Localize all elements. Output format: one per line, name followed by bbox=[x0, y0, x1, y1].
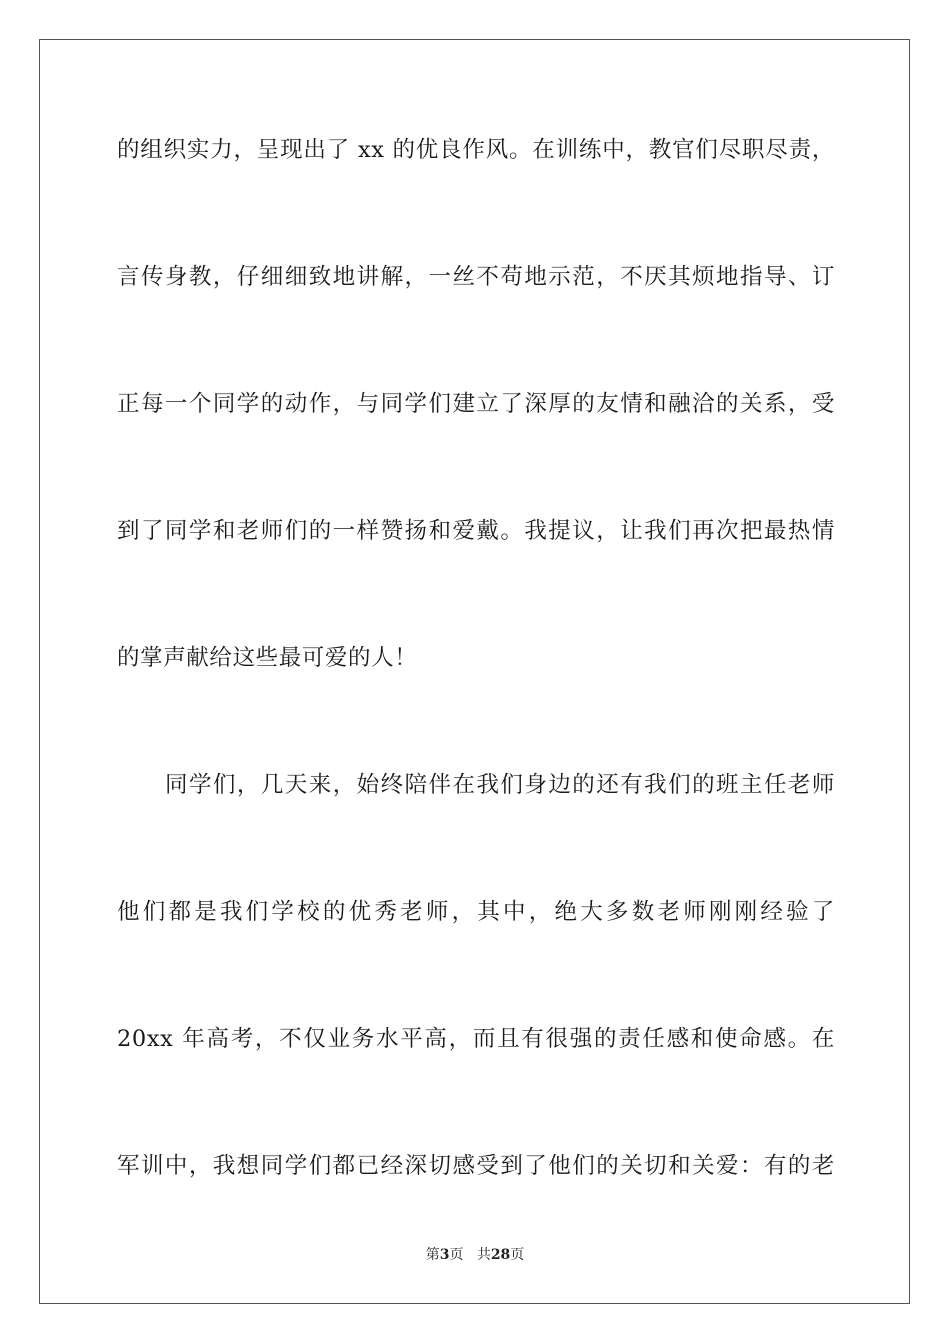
body-line-9: 军训中，我想同学们都已经深切感受到了他们的关切和关爱：有的老 bbox=[117, 1153, 835, 1179]
footer-total-prefix: 共 bbox=[476, 1247, 491, 1263]
footer-page-suffix: 页 bbox=[449, 1247, 464, 1263]
body-line-8: 20xx 年高考，不仅业务水平高，而且有很强的责任感和使命感。在 bbox=[117, 1026, 835, 1052]
body-line-5: 的掌声献给这些最可爱的人！ bbox=[117, 645, 418, 671]
body-line-7: 他们都是我们学校的优秀老师，其中，绝大多数老师刚刚经验了 bbox=[117, 899, 835, 925]
footer-total-suffix: 页 bbox=[510, 1247, 525, 1263]
footer-page-prefix: 第 bbox=[425, 1247, 440, 1263]
body-line-4: 到了同学和老师们的一样赞扬和爱戴。我提议，让我们再次把最热情 bbox=[117, 518, 835, 544]
page-footer bbox=[0, 1245, 950, 1265]
document-body bbox=[117, 124, 835, 1267]
paragraph-start-line: 同学们，几天来，始终陪伴在我们身边的还有我们的班主任老师 bbox=[165, 772, 835, 798]
body-line-3: 正每一个同学的动作，与同学们建立了深厚的友情和融洽的关系，受 bbox=[117, 391, 835, 417]
footer-page-number: 3 bbox=[439, 1247, 450, 1263]
footer-total-pages: 28 bbox=[490, 1247, 511, 1263]
body-line-1: 的组织实力，呈现出了 xx 的优良作风。在训练中，教官们尽职尽责， bbox=[117, 137, 835, 163]
body-line-2: 言传身教，仔细细致地讲解，一丝不苟地示范，不厌其烦地指导、订 bbox=[117, 264, 835, 290]
